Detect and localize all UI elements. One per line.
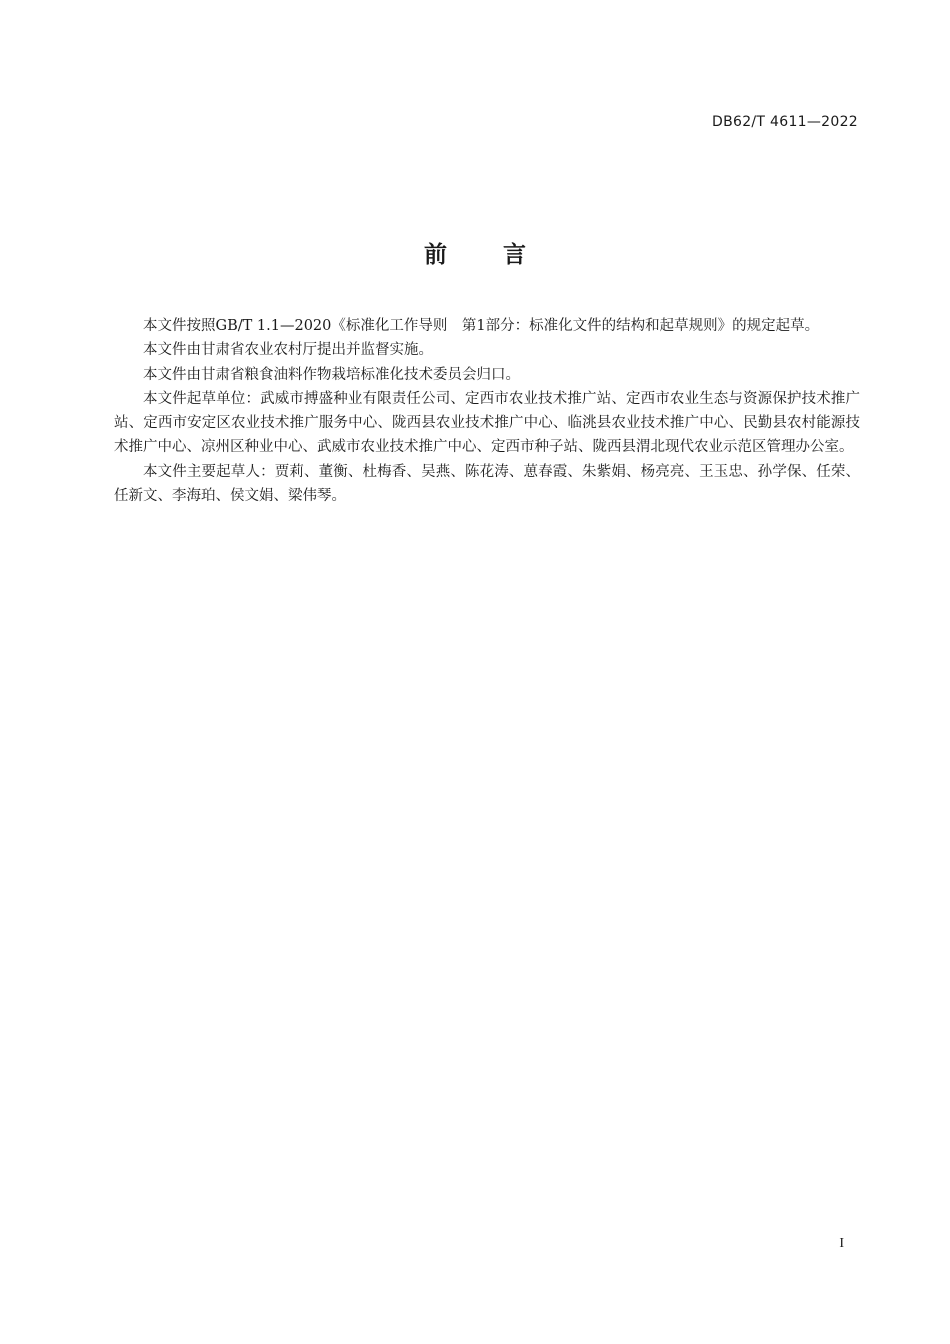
page-title: 前言 — [424, 242, 582, 268]
paragraph-drafters: 本文件主要起草人：贾莉、董衡、杜梅香、吴燕、陈花涛、葸春霞、朱紫娟、杨亮亮、王玉忠、孙学保、任荣、任新文、李海珀、侯文娟、梁伟琴。 — [114, 463, 860, 505]
page-number: I — [839, 1236, 844, 1251]
document-code: DB62/T 4611—2022 — [712, 114, 858, 130]
paragraph-committee: 本文件由甘肃省粮食油料作物栽培标准化技术委员会归口。 — [143, 366, 520, 383]
foreword-body — [114, 314, 860, 508]
paragraph-proposer: 本文件由甘肃省农业农村厅提出并监督实施。 — [143, 342, 433, 359]
paragraph-drafting-rules: 本文件按照GB/T 1.1—2020《标准化工作导则 第1部分：标准化文件的结构和起草规则》的规定起草。 — [143, 318, 820, 334]
paragraph-drafting-units: 本文件起草单位：武威市搏盛种业有限责任公司、定西市农业技术推广站、定西市农业生态与资源保护技术推广站、定西市安定区农业技术推广服务中心、陇西县农业技术推广中心、临洮县农业技术推广中心、民勤县农村能源技术推广中心、凉州区种业中心、武威市农业技术推广中心、定西市种子站、陇西县渭北现代农业示范区管理办公室。 — [114, 390, 860, 456]
